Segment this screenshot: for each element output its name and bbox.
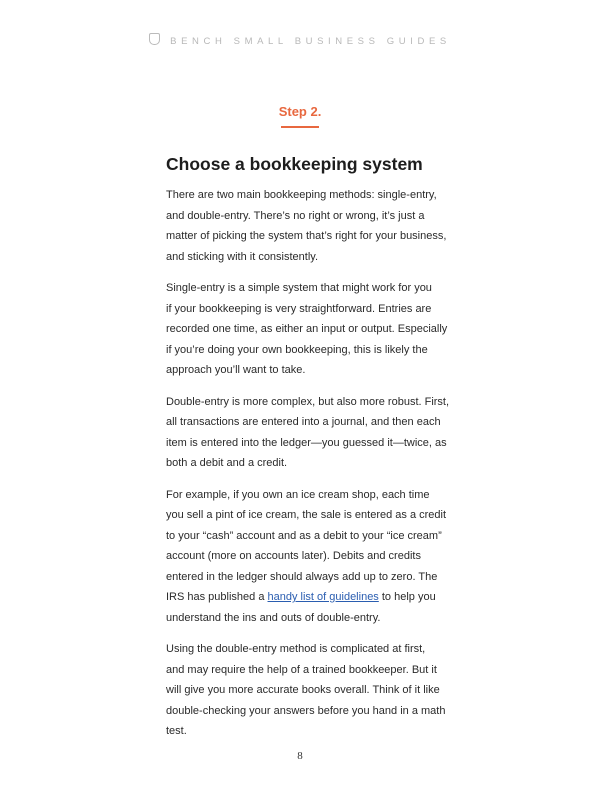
text-line: Using the double-entry method is complicated at first, [166,643,426,655]
text-line: both a debit and a credit. [166,457,288,469]
body-text [166,185,450,753]
text-line: Double-entry is more complex, but also more robust. First, [166,395,450,408]
step-underline [281,126,319,128]
guidelines-link[interactable]: handy list of guidelines [267,591,379,603]
text-line: if you’re doing your own bookkeeping, this is likely the [166,343,428,356]
text-line: and may require the help of a trained bookkeeper. But it [166,663,437,676]
text-line: and double-entry. There’s no right or wrong, it’s just a [166,209,425,222]
text-line: For example, if you own an ice cream shop, each time [166,488,430,501]
text-line: double-checking your answers before you hand in a math [166,704,446,717]
guide-header [0,33,600,47]
section-heading: Choose a bookkeeping system [166,154,423,174]
text-line: entered in the ledger should always add up to zero. The [166,570,438,583]
text-fragment: IRS has published a [166,591,268,603]
text-line: There are two main bookkeeping methods: single-entry, [166,189,437,201]
text-line: matter of picking the system that’s right for your business, [166,230,447,242]
text-line: all transactions are entered into a journal, and then each [166,416,441,428]
text-line: you sell a pint of ice cream, the sale is entered as a credit [166,509,447,521]
text-line: if your bookkeeping is very straightforward. Entries are [166,302,432,315]
text-line: to your “cash” account and as a debit to your “ice cream” [166,529,442,542]
text-line: will give you more accurate books overall. Think of it like [166,684,440,696]
text-line [166,587,446,608]
text-line: recorded one time, as either an input or output. Especially [166,323,448,335]
text-line: Single-entry is a simple system that might work for you [166,282,432,294]
paragraph [166,392,450,474]
text-line: and sticking with it consistently. [166,250,319,263]
paragraph [166,278,446,381]
paragraph [166,185,446,267]
text-line: item is entered into the ledger—you guessed it—twice, as [166,436,447,449]
text-line: account (more on accounts later). Debits and credits [166,550,421,562]
paragraph [166,485,446,629]
text-line: test. [166,725,187,737]
step-label: Step 2. [278,104,322,119]
page-number: 8 [297,750,303,762]
text-line: approach you’ll want to take. [166,364,306,376]
bench-logo-icon [149,33,160,45]
guide-header-title: BENCH SMALL BUSINESS GUIDES [170,36,451,47]
paragraph [166,639,446,742]
text-line: understand the ins and outs of double-entry. [166,611,381,624]
text-fragment: to help you [378,591,436,603]
